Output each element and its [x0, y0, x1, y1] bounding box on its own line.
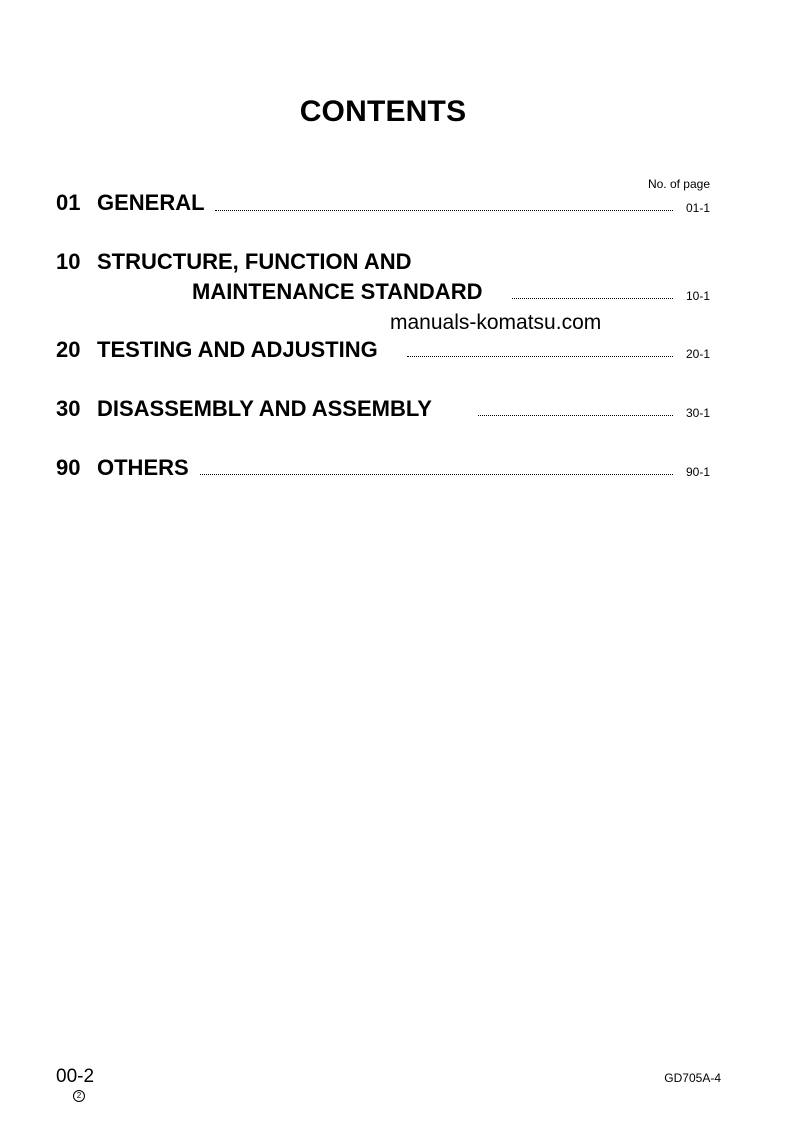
toc-entry-others[interactable]: OTHERS: [97, 455, 189, 480]
toc-entry-general[interactable]: GENERAL: [97, 190, 205, 215]
dot-leader: [200, 474, 673, 475]
footer-page-number: 00-2: [56, 1066, 95, 1087]
toc-entry-maintenance-standard[interactable]: MAINTENANCE STANDARD: [192, 279, 483, 304]
toc-entry-number: 30: [56, 396, 81, 421]
toc-entry-number: 10: [56, 249, 81, 274]
toc-entry-structure-function[interactable]: STRUCTURE, FUNCTION AND: [97, 249, 412, 274]
dot-leader: [512, 298, 673, 299]
toc-entry-disassembly-assembly[interactable]: DISASSEMBLY AND ASSEMBLY: [97, 396, 432, 421]
watermark-text: manuals-komatsu.com: [390, 311, 602, 334]
page-number-column-header: No. of page: [647, 177, 710, 191]
revision-mark: 2: [73, 1090, 85, 1102]
dot-leader: [407, 356, 673, 357]
toc-page-number: 20-1: [685, 347, 710, 361]
toc-entry-testing-adjusting[interactable]: TESTING AND ADJUSTING: [97, 337, 378, 362]
toc-entry-number: 90: [56, 455, 81, 480]
dot-leader: [478, 415, 673, 416]
toc-page-number: 01-1: [685, 201, 710, 215]
page-title: CONTENTS: [299, 95, 467, 128]
footer-document-code: GD705A-4: [664, 1071, 721, 1085]
toc-page-number: 10-1: [685, 289, 710, 303]
toc-page-number: 30-1: [685, 406, 710, 420]
dot-leader: [215, 210, 673, 211]
toc-entry-number: 20: [56, 337, 81, 362]
toc-entry-number: 01: [56, 190, 81, 215]
toc-page-number: 90-1: [685, 465, 710, 479]
